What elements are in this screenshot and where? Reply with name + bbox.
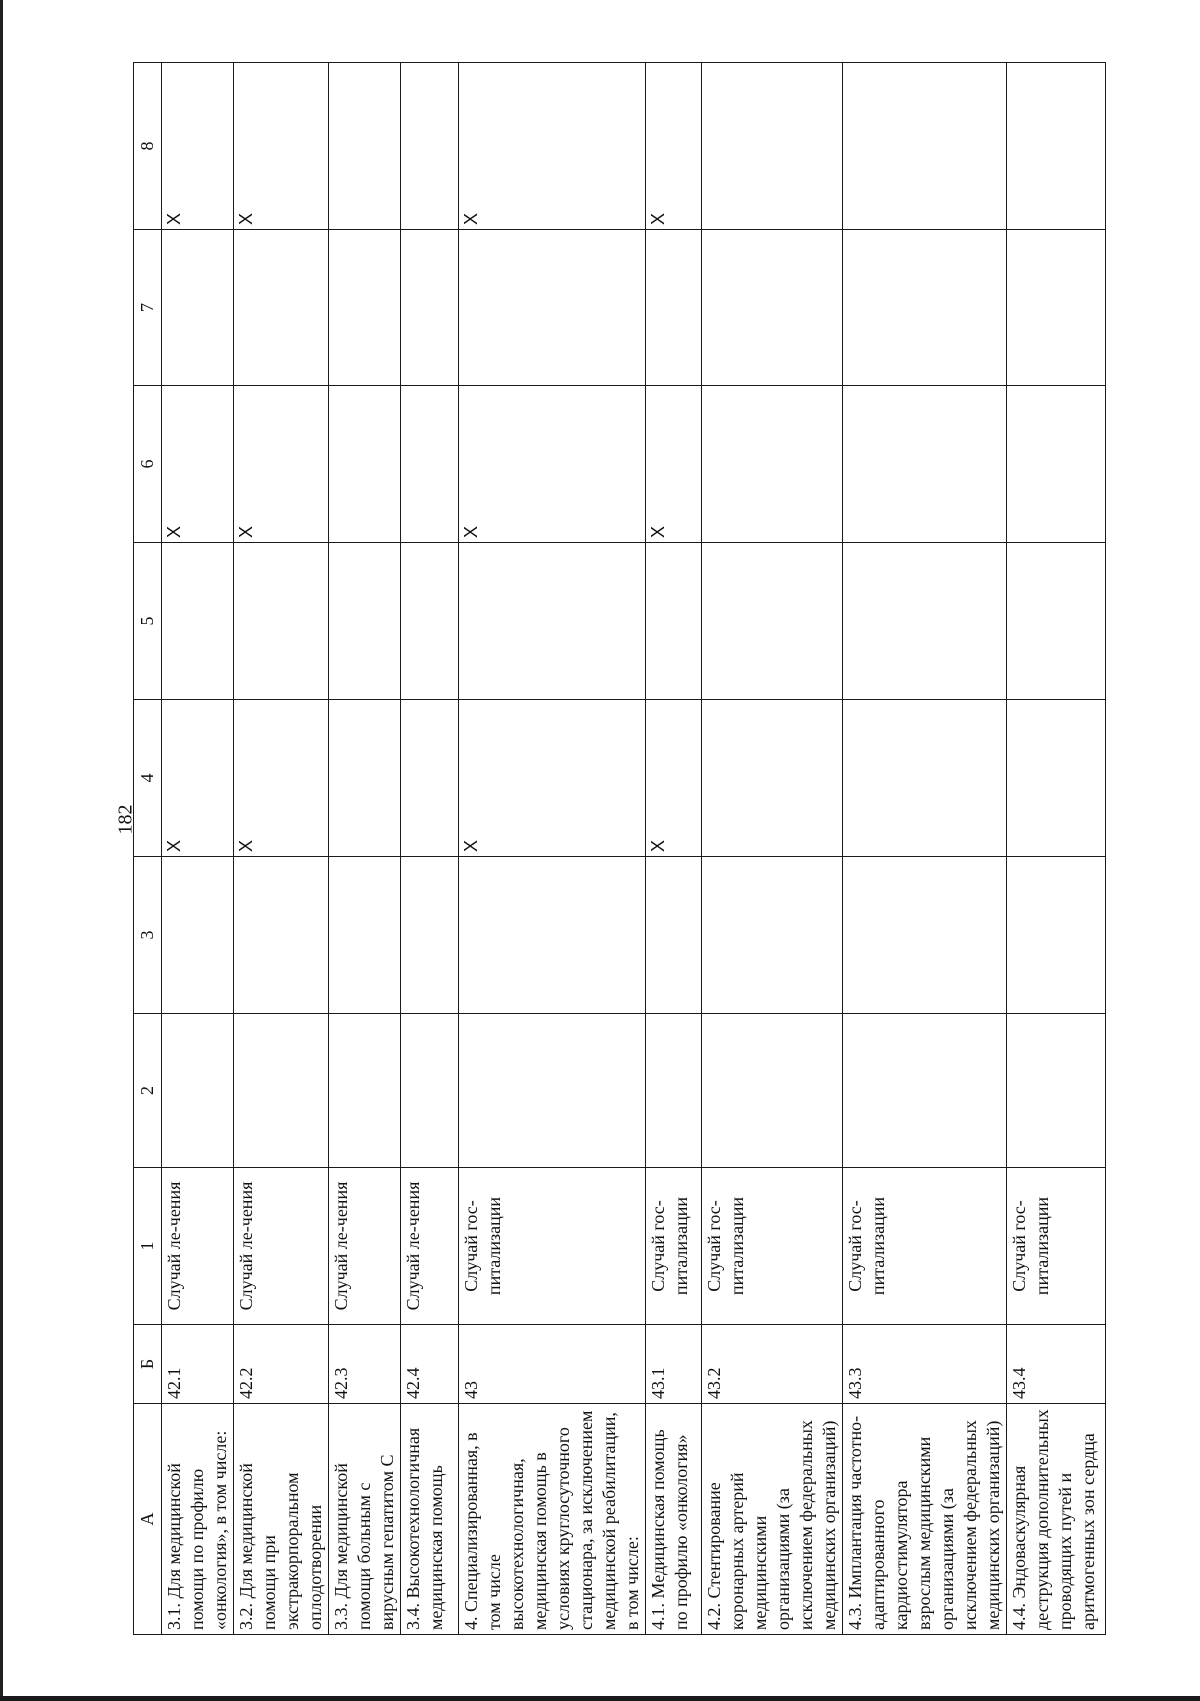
value-cell-col-2 bbox=[1007, 857, 1106, 1014]
value-cell-col-5 bbox=[401, 386, 459, 543]
unit-cell: Случай ле-чения bbox=[401, 1168, 459, 1325]
row-label-cell: 4.1. Медицинская помощь по профилю «онкология» bbox=[646, 1404, 702, 1635]
header-cell: 1 bbox=[134, 1168, 162, 1325]
row-label-cell: 4.3. Имплантация частотно-адаптированного кардиостимулятора взрослым медицинскими организациями (за исключением федеральных медицинских организаций) bbox=[843, 1404, 1007, 1635]
header-cell: 2 bbox=[134, 1014, 162, 1168]
value-cell-col-6 bbox=[459, 230, 646, 386]
value-cell-col-3 bbox=[401, 700, 459, 857]
value-cell-col-1 bbox=[843, 1014, 1007, 1168]
value-cell-col-6 bbox=[702, 230, 843, 386]
page-number: 182 bbox=[114, 804, 137, 835]
value-cell-col-1 bbox=[329, 1014, 401, 1168]
value-cell-col-1 bbox=[162, 1014, 234, 1168]
value-cell-col-4 bbox=[401, 543, 459, 700]
unit-cell: Случай гос-питализации bbox=[1007, 1168, 1106, 1325]
value-cell-col-7 bbox=[329, 63, 401, 230]
value-cell-col-3 bbox=[843, 700, 1007, 857]
row-code-cell: 42.2 bbox=[234, 1325, 329, 1404]
value-cell-col-2 bbox=[646, 857, 702, 1014]
row-label-cell: 4. Специализированная, в том числе высокотехнологичная, медицинская помощь в условиях круглосуточного стационара, за исключением медицинской реабилитации, в том числе: bbox=[459, 1404, 646, 1635]
value-cell-col-5 bbox=[329, 386, 401, 543]
header-cell: 4 bbox=[134, 700, 162, 857]
unit-cell: Случай гос-питализации bbox=[459, 1168, 646, 1325]
value-cell-col-7 bbox=[702, 63, 843, 230]
value-cell-col-6 bbox=[843, 230, 1007, 386]
value-cell-col-6 bbox=[329, 230, 401, 386]
unit-cell: Случай ле-чения bbox=[329, 1168, 401, 1325]
rotated-table-stage bbox=[133, 63, 1098, 1635]
value-cell-col-4 bbox=[1007, 543, 1106, 700]
unit-cell: Случай гос-питализации bbox=[646, 1168, 702, 1325]
value-cell-col-4 bbox=[702, 543, 843, 700]
value-cell-col-6 bbox=[1007, 230, 1106, 386]
unit-cell: Случай гос-питализации bbox=[702, 1168, 843, 1325]
value-cell-col-2 bbox=[234, 857, 329, 1014]
value-cell-col-5 bbox=[702, 386, 843, 543]
row-code-cell: 43.2 bbox=[702, 1325, 843, 1404]
table-row bbox=[401, 63, 459, 1635]
row-label-cell: 3.4. Высокотехнологичная медицинская помощь bbox=[401, 1404, 459, 1635]
value-cell-col-6 bbox=[162, 230, 234, 386]
value-cell-col-5: Х bbox=[234, 386, 329, 543]
value-cell-col-5: Х bbox=[646, 386, 702, 543]
scan-edge-bottom bbox=[0, 1696, 1200, 1701]
value-cell-col-1 bbox=[459, 1014, 646, 1168]
value-cell-col-5: Х bbox=[459, 386, 646, 543]
header-cell: 6 bbox=[134, 386, 162, 543]
value-cell-col-2 bbox=[162, 857, 234, 1014]
value-cell-col-7: Х bbox=[234, 63, 329, 230]
value-cell-col-7 bbox=[1007, 63, 1106, 230]
value-cell-col-2 bbox=[329, 857, 401, 1014]
row-label-cell: 3.2. Для медицинской помощи при экстракорпоральном оплодотворении bbox=[234, 1404, 329, 1635]
row-code-cell: 43.4 bbox=[1007, 1325, 1106, 1404]
value-cell-col-4 bbox=[459, 543, 646, 700]
header-cell: 7 bbox=[134, 230, 162, 386]
row-code-cell: 42.1 bbox=[162, 1325, 234, 1404]
header-cell: 8 bbox=[134, 63, 162, 230]
table-row bbox=[702, 63, 843, 1635]
value-cell-col-6 bbox=[401, 230, 459, 386]
value-cell-col-4 bbox=[646, 543, 702, 700]
value-cell-col-4 bbox=[234, 543, 329, 700]
unit-cell: Случай гос-питализации bbox=[843, 1168, 1007, 1325]
row-label-cell: 3.3. Для медицинской помощи больным с вирусным гепатитом С bbox=[329, 1404, 401, 1635]
header-row bbox=[134, 63, 162, 1635]
value-cell-col-7 bbox=[401, 63, 459, 230]
value-cell-col-7 bbox=[843, 63, 1007, 230]
value-cell-col-1 bbox=[1007, 1014, 1106, 1168]
table-row bbox=[459, 63, 646, 1635]
value-cell-col-2 bbox=[459, 857, 646, 1014]
value-cell-col-3 bbox=[329, 700, 401, 857]
table-row bbox=[1007, 63, 1106, 1635]
value-cell-col-1 bbox=[401, 1014, 459, 1168]
value-cell-col-2 bbox=[401, 857, 459, 1014]
row-code-cell: 42.3 bbox=[329, 1325, 401, 1404]
value-cell-col-2 bbox=[843, 857, 1007, 1014]
row-code-cell: 43.3 bbox=[843, 1325, 1007, 1404]
value-cell-col-1 bbox=[234, 1014, 329, 1168]
table-row bbox=[646, 63, 702, 1635]
value-cell-col-5 bbox=[1007, 386, 1106, 543]
unit-cell: Случай ле-чения bbox=[234, 1168, 329, 1325]
value-cell-col-3 bbox=[702, 700, 843, 857]
table-row bbox=[234, 63, 329, 1635]
row-code-cell: 42.4 bbox=[401, 1325, 459, 1404]
value-cell-col-5 bbox=[843, 386, 1007, 543]
value-cell-col-1 bbox=[702, 1014, 843, 1168]
value-cell-col-3: Х bbox=[234, 700, 329, 857]
value-cell-col-3 bbox=[1007, 700, 1106, 857]
value-cell-col-4 bbox=[329, 543, 401, 700]
table-row bbox=[843, 63, 1007, 1635]
value-cell-col-2 bbox=[702, 857, 843, 1014]
value-cell-col-5: Х bbox=[162, 386, 234, 543]
value-cell-col-3: Х bbox=[459, 700, 646, 857]
value-cell-col-4 bbox=[843, 543, 1007, 700]
value-cell-col-6 bbox=[234, 230, 329, 386]
value-cell-col-7: Х bbox=[459, 63, 646, 230]
value-cell-col-4 bbox=[162, 543, 234, 700]
value-cell-col-6 bbox=[646, 230, 702, 386]
header-cell: 5 bbox=[134, 543, 162, 700]
header-cell: Б bbox=[134, 1325, 162, 1404]
row-label-cell: 3.1. Для медицинской помощи по профилю «онкология», в том числе: bbox=[162, 1404, 234, 1635]
scan-edge-left bbox=[0, 0, 3, 1701]
value-cell-col-7: Х bbox=[162, 63, 234, 230]
header-cell: 3 bbox=[134, 857, 162, 1014]
data-table bbox=[133, 62, 1106, 1635]
row-label-cell: 4.4. Эндоваскулярная деструкция дополнительных проводящих путей и аритмогенных зон сердца bbox=[1007, 1404, 1106, 1635]
value-cell-col-1 bbox=[646, 1014, 702, 1168]
row-code-cell: 43 bbox=[459, 1325, 646, 1404]
unit-cell: Случай ле-чения bbox=[162, 1168, 234, 1325]
header-cell: А bbox=[134, 1404, 162, 1635]
value-cell-col-3: Х bbox=[646, 700, 702, 857]
row-code-cell: 43.1 bbox=[646, 1325, 702, 1404]
row-label-cell: 4.2. Стентирование коронарных артерий медицинскими организациями (за исключением федеральных медицинских организаций) bbox=[702, 1404, 843, 1635]
value-cell-col-7: Х bbox=[646, 63, 702, 230]
value-cell-col-3: Х bbox=[162, 700, 234, 857]
table-row bbox=[329, 63, 401, 1635]
table-row bbox=[162, 63, 234, 1635]
